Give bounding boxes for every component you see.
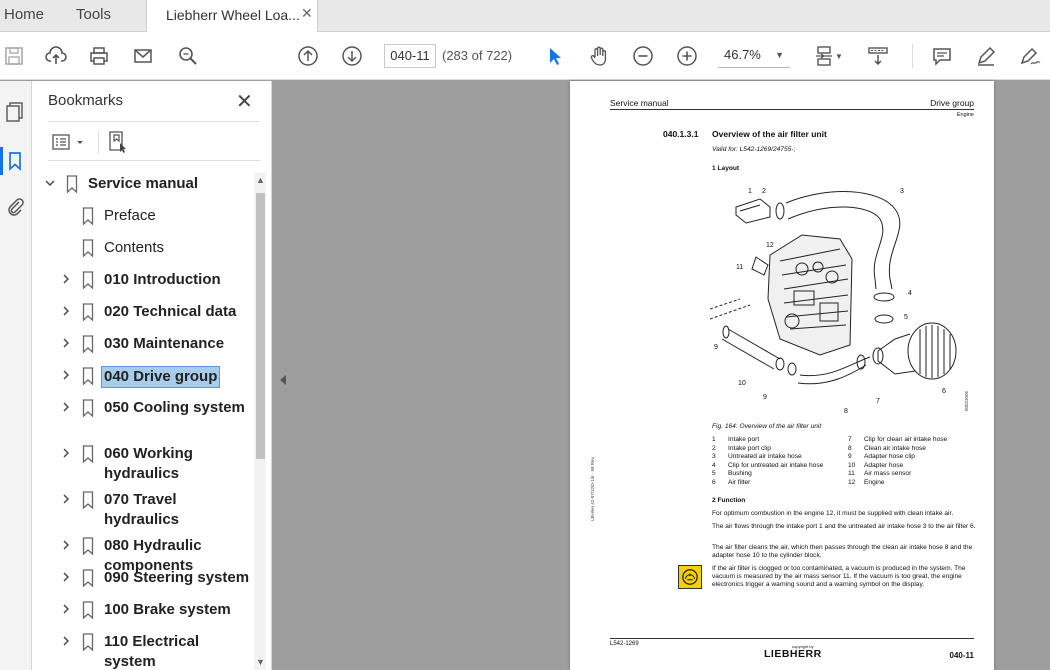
legend-row [848,479,885,486]
callout-11: 11 [736,264,744,271]
legend-number: 12 [848,479,856,486]
zoom-level-value: 46.7% [724,47,761,62]
legend-number: 10 [848,461,856,469]
bookmark-item[interactable] [32,237,254,261]
bookmark-icon [82,303,94,321]
scrollbar[interactable] [254,173,266,670]
legend-text: Air filter [728,479,751,486]
bookmark-icon [82,271,94,289]
left-rail [0,81,32,670]
chevron-right-icon[interactable] [60,337,72,349]
bookmark-item[interactable] [32,301,254,325]
bookmark-label: 090 Steering system [104,569,250,586]
bookmark-item[interactable] [32,205,254,229]
bookmark-label-line2: hydraulics [104,511,180,528]
clip-shape [723,326,729,338]
bookmark-label-line2: hydraulics [104,465,180,482]
bookmark-item[interactable] [32,631,254,670]
page-number-input[interactable]: 040-11 [384,44,436,68]
bookmark-icon [66,175,78,193]
close-tab-icon[interactable]: ✕ [301,5,313,21]
valid-for: Valid for: L542-1269/24755-; [712,146,796,153]
side-code: LBH/en 42-07/12/0-1/6 · 98 Rev [590,457,595,521]
header-left: Service manual [610,98,669,108]
air-filter-shape [920,325,950,378]
legend-number: 6 [712,479,716,486]
legend-number: 2 [712,444,716,452]
tab-home[interactable]: Home [4,6,45,23]
legend-row [712,462,823,469]
callout-7: 7 [876,398,880,405]
bookmark-icon [82,399,94,417]
callout-4: 4 [908,290,912,297]
chevron-right-icon[interactable] [60,369,72,381]
chevron-right-icon[interactable] [60,635,72,647]
legend-number: 8 [848,444,852,452]
intake-port-shape [740,205,760,211]
adapter-hose-shape [722,339,774,369]
bookmark-item[interactable] [32,567,254,591]
bookmarks-panel [32,81,272,670]
bookmarks-icon[interactable] [2,148,28,174]
legend-text: Adapter hose [864,461,904,469]
legend-text: Intake port [728,436,760,443]
clean-hose-shape [798,365,866,384]
chevron-right-icon[interactable] [60,539,72,551]
bookmark-label: 070 Travel [104,491,177,508]
legend-number: 4 [712,461,716,469]
zoom-out-icon[interactable] [629,42,657,70]
legend-text: Untreated air intake hose [728,453,802,461]
bookmark-icon [82,367,94,385]
chevron-right-icon[interactable] [60,447,72,459]
leader-dashes [710,299,750,319]
chevron-down-icon[interactable] [44,177,56,189]
next-page-icon[interactable] [338,42,366,70]
close-icon[interactable]: ✕ [236,91,253,113]
footer-left: L542-1269 [610,641,639,647]
collapse-panel-icon[interactable] [276,372,290,388]
air-filter-figure [710,179,980,419]
toolbar-divider [98,130,99,154]
select-cursor-icon[interactable] [541,42,569,70]
legend-text: Adapter hose clip [864,453,915,461]
bookmark-tree [32,173,254,670]
callout-1: 1 [748,188,752,195]
header-sub: Engine [956,112,974,118]
add-bookmark-icon[interactable] [106,130,130,159]
legend-text: Intake port clip [728,444,771,452]
callout-9-left: 9 [714,344,718,351]
callout-12: 12 [766,242,774,249]
footer-page-number: 040-11 [949,651,974,660]
bookmark-icon [82,491,94,509]
callout-9-bottom: 9 [763,394,767,401]
bookmark-icon [82,239,94,257]
legend-text: Clean air intake hose [864,444,926,452]
bookmark-label: 010 Introduction [104,271,221,288]
legend-number: 11 [848,470,855,478]
tab-document[interactable] [146,0,318,33]
bookmark-label: 080 Hydraulic [104,537,202,554]
bookmark-label: Contents [104,239,165,256]
upload-cloud-icon[interactable] [42,42,70,70]
engine-shape [768,235,852,355]
legend-text: Bushing [728,470,752,478]
bookmark-label-line2: system [104,653,156,670]
bookmark-item[interactable] [32,489,254,531]
comment-icon[interactable] [928,42,956,70]
bookmark-item[interactable] [32,269,254,293]
toolbar-divider [912,44,913,68]
footer-rule [610,638,974,639]
legend-number: 7 [848,436,852,443]
save-icon[interactable] [0,42,28,70]
callout-8: 8 [844,408,848,415]
legend-number: 5 [712,470,716,478]
header-rule [610,109,974,110]
adapter-hose-shape [728,329,780,359]
function-heading: 2 Function [712,497,746,504]
figure-code: 00023006 [964,390,969,411]
legend-row [848,470,911,477]
clip-shape [788,363,796,375]
legend-row [848,436,947,443]
hand-tool-icon[interactable] [585,42,613,70]
bookmark-icon [82,335,94,353]
bookmark-icon [82,445,94,463]
bookmark-label: Preface [104,207,156,224]
header-right: Drive group [930,98,974,108]
zoom-in-icon[interactable] [673,42,701,70]
bookmark-label: 110 Electrical [104,633,200,650]
print-icon[interactable] [85,42,113,70]
clip-shape [874,293,894,301]
bookmark-label: 100 Brake system [104,601,231,618]
bookmark-icon [82,569,94,587]
legend-text: Air mass sensor [864,470,912,478]
legend-text: Clip for clean air intake hose [864,436,948,443]
function-paragraph-3: The air filter cleans the air, which then passes through the clean air intake hose 8 and the adapter hose 10 to the cylinder block. [712,544,973,560]
bookmark-item[interactable] [32,397,254,421]
bookmark-item[interactable] [32,599,254,623]
tab-bar [0,0,1050,32]
function-paragraph-4: If the air filter is clogged or too contaminated, a vacuum is produced in the system. The vacuum is measured by the air mass sensor 11. If the vacuum is too great, the engine electronics trigger a warning sound and a warning symbol on the display. [712,565,966,589]
footer-copyright: copyright by [792,644,814,649]
chevron-right-icon[interactable] [60,305,72,317]
legend-number: 1 [712,436,716,443]
chevron-right-icon[interactable] [60,571,72,583]
bookmark-label: 050 Cooling system [104,399,245,416]
chevron-down-icon: ▼ [775,50,784,60]
scroll-up-icon[interactable]: ▲ [256,175,265,185]
figure-caption: Fig. 164: Overview of the air filter unit [712,423,822,430]
options-menu-icon[interactable] [52,132,88,157]
bookmark-icon [82,537,94,555]
legend-row [712,436,759,443]
legend-row [848,453,915,460]
zoom-level-select[interactable] [718,44,790,68]
liebherr-logo: LIEBHERR [764,648,822,660]
clip-shape [776,358,784,370]
layout-heading: 1 Layout [712,165,740,172]
air-mass-sensor-shape [752,257,768,275]
bookmarks-toolbar [48,121,260,161]
bookmark-item[interactable] [32,173,254,197]
bookmark-label: 040 Drive group [101,366,220,388]
tab-tools[interactable]: Tools [76,6,112,23]
attachments-icon[interactable] [2,193,28,219]
chevron-right-icon[interactable] [60,401,72,413]
legend-row [848,445,926,452]
callout-5: 5 [904,314,908,321]
warning-symbol-icon [678,565,702,589]
bookmark-item[interactable] [32,443,254,485]
scroll-mode-icon[interactable] [864,42,892,70]
section-number: 040.1.3.1 [663,129,699,139]
chevron-right-icon[interactable] [60,603,72,615]
callout-2: 2 [762,188,766,195]
legend-number: 9 [848,453,852,461]
document-page[interactable] [570,81,994,670]
chevron-right-icon[interactable] [60,273,72,285]
sign-icon[interactable] [1016,42,1044,70]
highlight-pen-icon[interactable] [972,42,1000,70]
clean-hose-shape [800,357,870,376]
document-tab-title: Liebherr Wheel Loa... [166,7,300,23]
page-thumbnails-icon[interactable] [2,99,28,125]
page-count: (283 of 722) [442,48,513,63]
email-icon[interactable] [129,42,157,70]
bookmark-label: 030 Maintenance [104,335,225,352]
bookmark-label: Service manual [88,175,199,192]
bookmark-label: 060 Working [104,445,193,462]
bookmark-label: 020 Technical data [104,303,237,320]
bookmark-icon [82,633,94,651]
clip-shape [776,203,784,219]
legend-row [712,479,750,486]
bookmark-icon [82,207,94,225]
legend-row [712,470,752,477]
callout-3: 3 [900,188,904,195]
previous-page-icon[interactable] [294,42,322,70]
legend-row [712,445,771,452]
legend-number: 3 [712,453,716,461]
panel-title: Bookmarks [48,92,124,109]
bookmark-icon [82,601,94,619]
legend-row [848,462,903,469]
chevron-right-icon[interactable] [60,493,72,505]
section-title: Overview of the air filter unit [712,129,827,139]
callout-6: 6 [942,388,946,395]
search-icon[interactable] [174,42,202,70]
legend-row [712,453,802,460]
scroll-down-icon[interactable]: ▼ [256,657,265,667]
bookmark-item[interactable] [32,365,254,389]
scrollbar-thumb[interactable] [256,193,265,459]
toolbar [0,32,1050,80]
bushing-shape [875,315,893,323]
bookmark-item[interactable] [32,333,254,357]
page-fit-dropdown-icon[interactable]: ▼ [835,51,843,61]
callout-10: 10 [738,380,746,387]
legend-text: Engine [864,479,885,486]
bookmark-label-line2: components [104,557,194,574]
legend-text: Clip for untreated air intake hose [728,461,824,469]
function-paragraph-1: For optimum combustion in the engine 12, it must be supplied with clean intake air. [712,510,954,517]
function-paragraph-2: The air flows through the intake port 1 and the untreated air intake hose 3 to the air filter 6. [712,523,976,530]
